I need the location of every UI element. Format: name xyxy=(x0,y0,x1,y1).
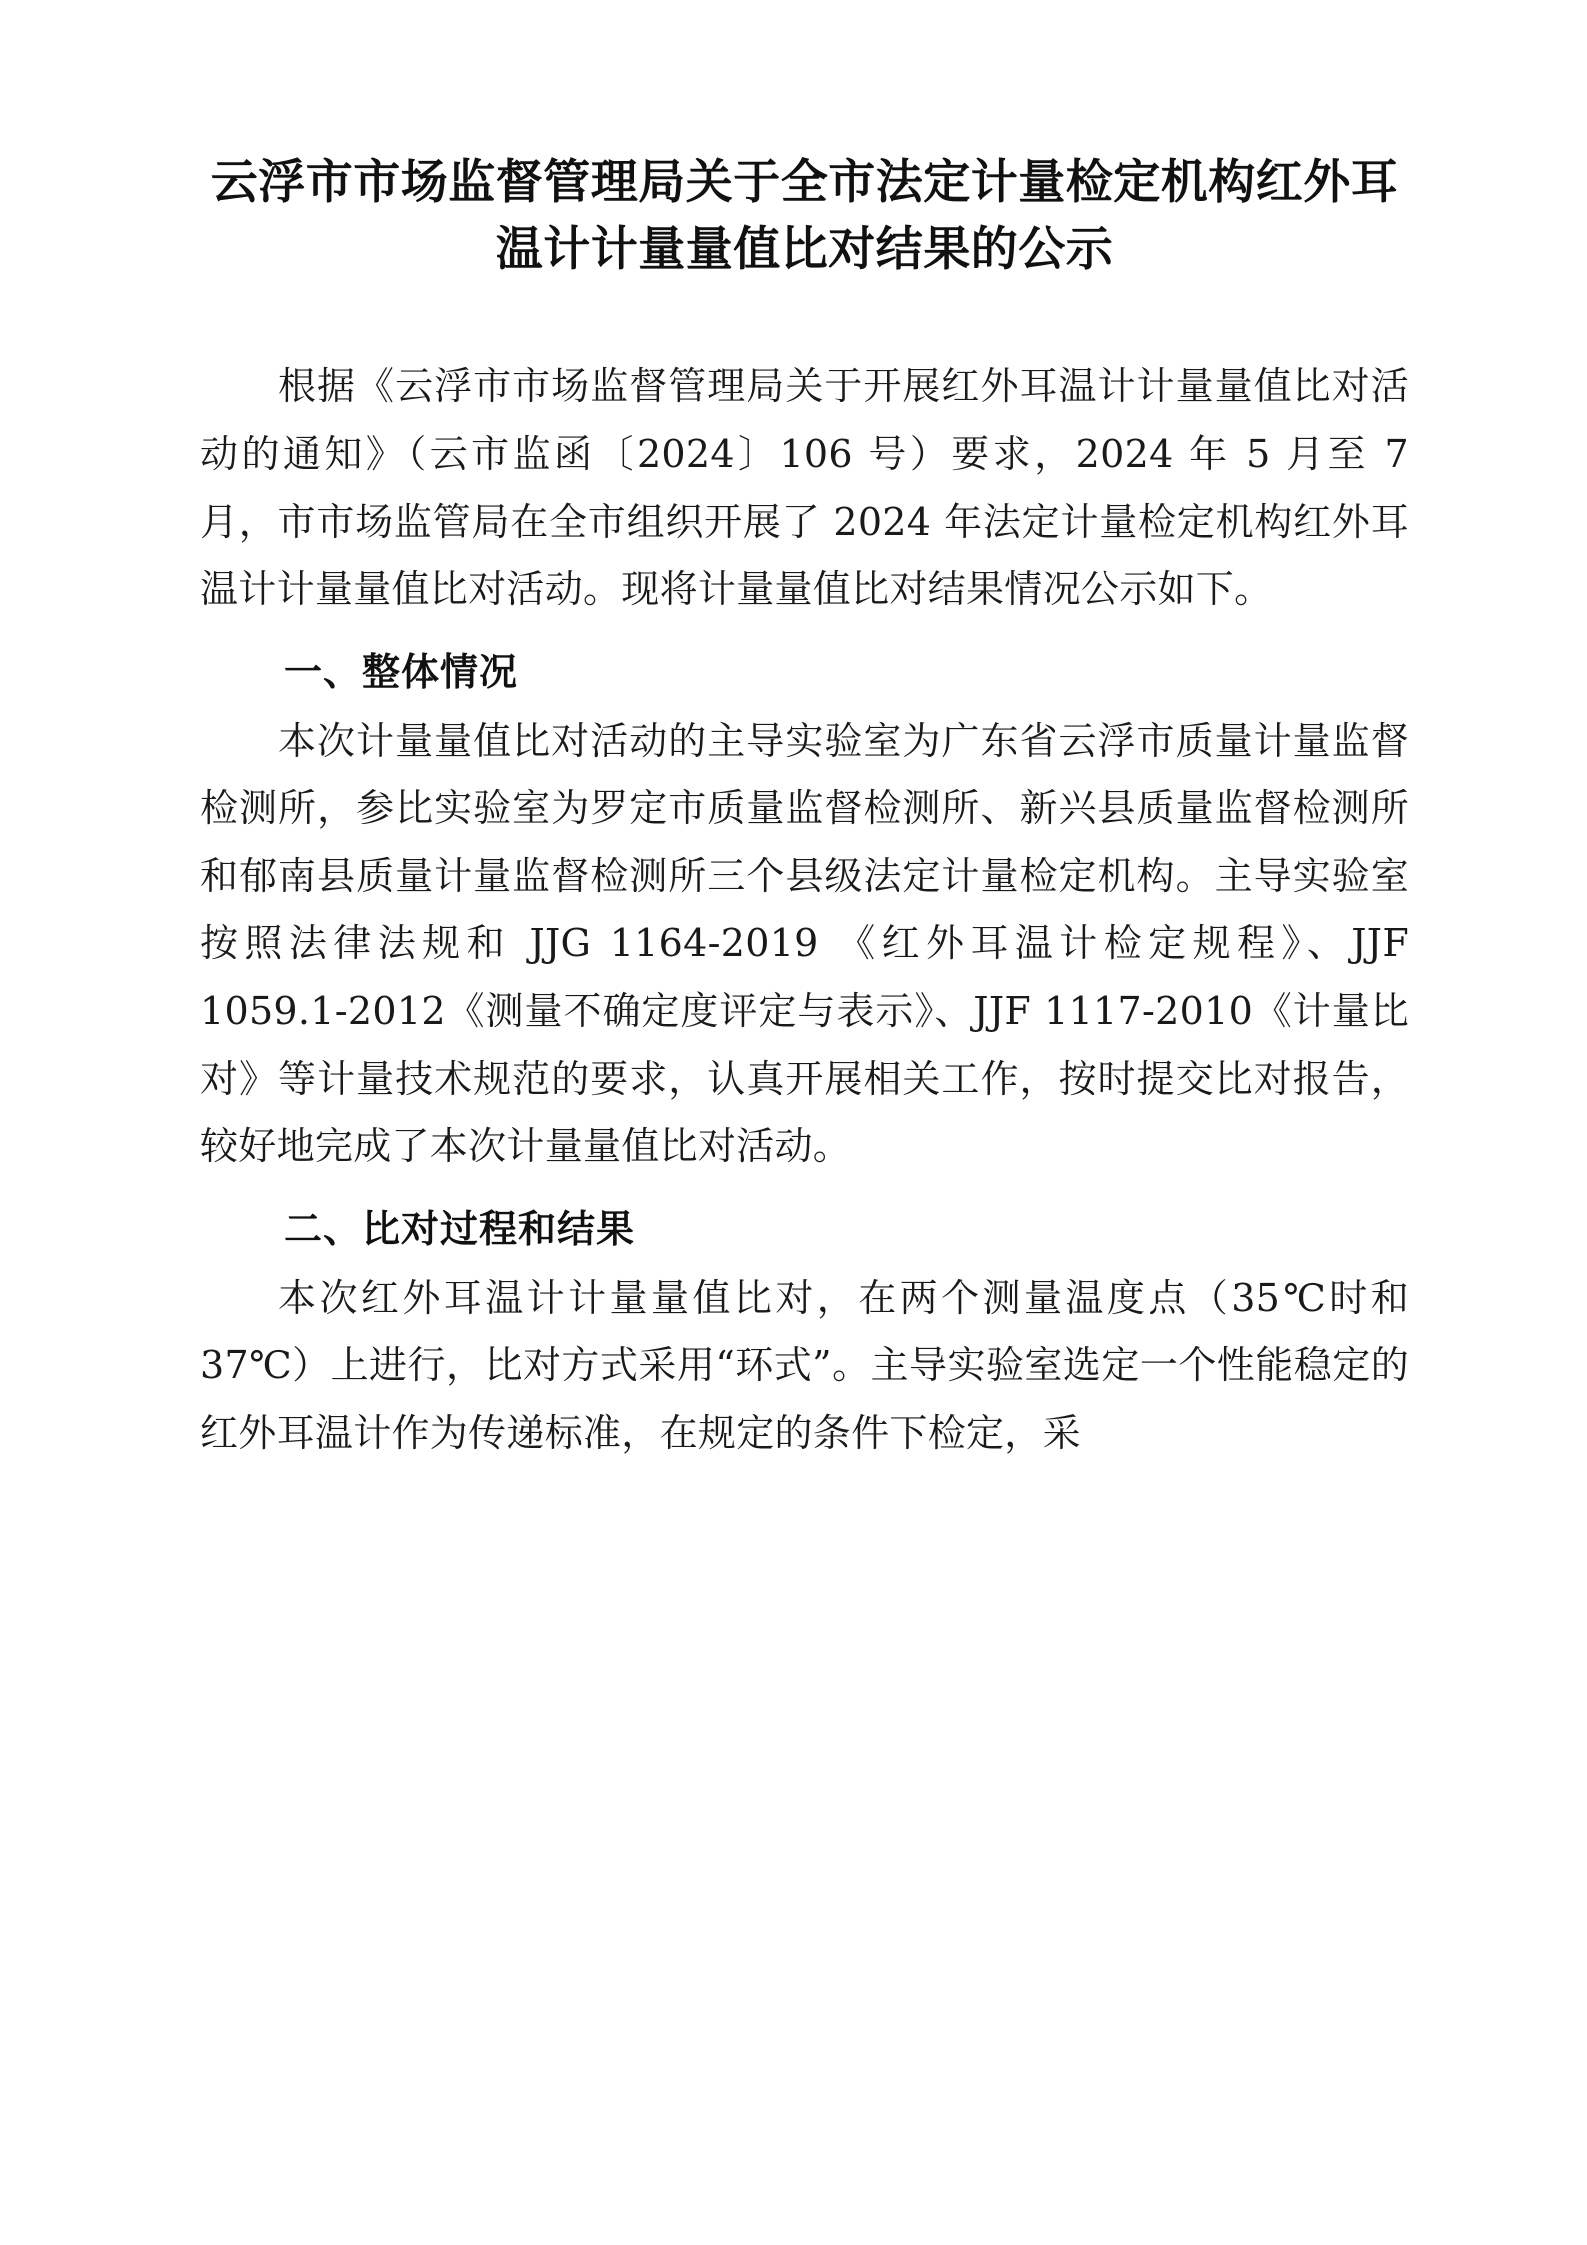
section-heading-one: 一、整体情况 xyxy=(284,648,519,694)
intro-paragraph: 根据《云浮市市场监督管理局关于开展红外耳温计计量量值比对活动的通知》（云市监函〔2024〕106 号）要求，2024 年 5 月至 7 月，市市场监管局在全市组织开展了 2024 年法定计量检定机构红外耳温计计量量值比对活动。现将计量量值比对结果情况公示如下。 xyxy=(200,364,1409,612)
section-two-paragraph: 本次红外耳温计计量量值比对，在两个测量温度点（35℃时和 37℃）上进行，比对方式采用“环式”。主导实验室选定一个性能稳定的红外耳温计作为传递标准，在规定的条件下检定，采 xyxy=(200,1275,1409,1455)
section-one-paragraph: 本次计量量值比对活动的主导实验室为广东省云浮市质量计量监督检测所，参比实验室为罗定市质量监督检测所、新兴县质量监督检测所和郁南县质量计量监督检测所三个县级法定计量检定机构。主导实验室按照法律法规和 JJG 1164-2019 《红外耳温计检定规程》、JJF 1059.1-2012《测量不确定度评定与表示》、JJF 1117-2010《计量比对》等计量技术规范的要求，认真开展相关工作，按时提交比对报告，较好地完成了本次计量量值比对活动。 xyxy=(200,718,1409,1169)
section-heading-two: 二、比对过程和结果 xyxy=(284,1205,636,1251)
page-title: 云浮市市场监督管理局关于全市法定计量检定机构红外耳温计计量量值比对结果的公示 xyxy=(210,155,1399,277)
